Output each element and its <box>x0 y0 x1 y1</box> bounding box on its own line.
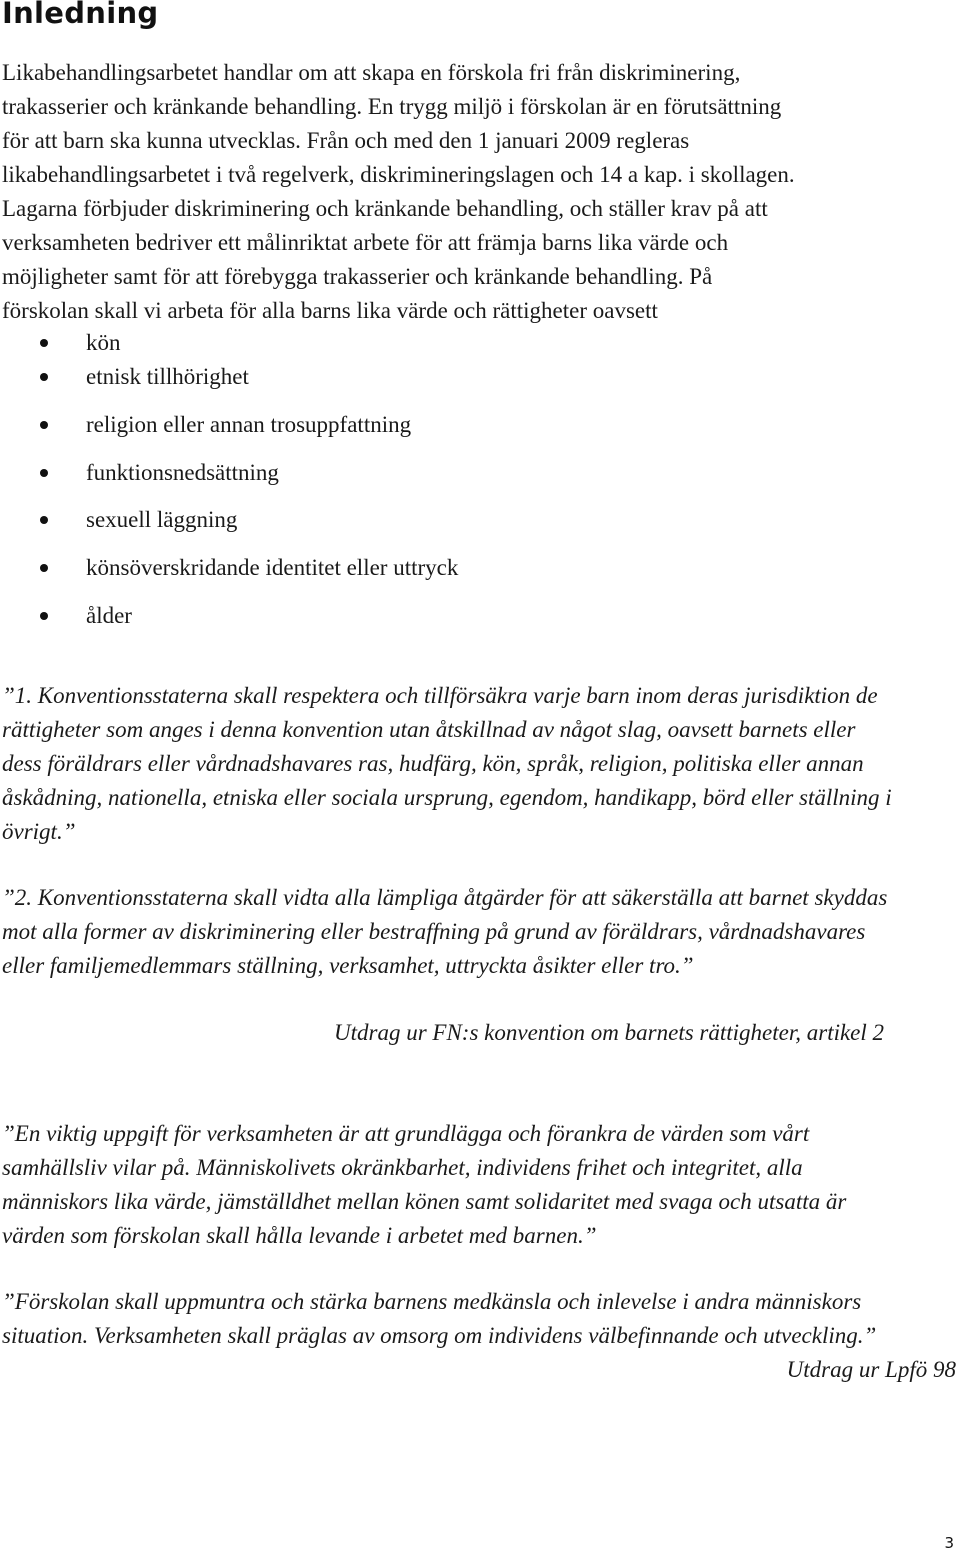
bullet-icon <box>40 516 48 524</box>
text-line: verksamheten bedriver ett målinriktat arbete för att främja barns lika värde och <box>2 230 729 255</box>
bullet-icon <box>40 373 48 381</box>
quote-line: övrigt.” <box>2 819 76 844</box>
text-line: förskolan skall vi arbeta för alla barns lika värde och rättigheter oavsett <box>2 298 658 323</box>
list-item-text: etnisk tillhörighet <box>86 364 249 389</box>
curriculum-quote-1 <box>2 1117 846 1253</box>
text-line: för att barn ska kunna utvecklas. Från och med den 1 januari 2009 regleras <box>2 128 690 153</box>
list-item-text: religion eller annan trosuppfattning <box>86 412 412 437</box>
text-line: Lagarna förbjuder diskriminering och kränkande behandling, och ställer krav på att <box>2 196 768 221</box>
quote-line: eller familjemedlemmars ställning, verksamhet, uttryckta åsikter eller tro.” <box>2 953 694 978</box>
quote-line: ”2. Konventionsstaterna skall vidta alla lämpliga åtgärder för att säkerställa att barnet skyddas <box>2 885 888 910</box>
list-item-text: funktionsnedsättning <box>86 460 279 485</box>
text-line: likabehandlingsarbetet i två regelverk, diskrimineringslagen och 14 a kap. i skollagen. <box>2 162 795 187</box>
quote-line: ”Förskolan skall uppmuntra och stärka barnens medkänsla och inlevelse i andra människors <box>2 1289 862 1314</box>
convention-quote-2 <box>2 881 887 983</box>
convention-quote-1 <box>2 679 892 849</box>
quote-source-lpfo: Utdrag ur Lpfö 98 <box>786 1357 956 1382</box>
bullet-icon <box>40 421 48 429</box>
page-number: 3 <box>944 1534 954 1552</box>
quote-line: samhällsliv vilar på. Människolivets okränkbarhet, individens frihet och integritet, alla <box>2 1155 803 1180</box>
quote-line: ”En viktig uppgift för verksamheten är att grundlägga och förankra de värden som vårt <box>2 1121 810 1146</box>
quote-line: mot alla former av diskriminering eller bestraffning på grund av föräldrars, vårdnadshavares <box>2 919 866 944</box>
bullet-icon <box>40 564 48 572</box>
quote-line: åskådning, nationella, etniska eller sociala ursprung, egendom, handikapp, börd eller ställning i <box>2 785 892 810</box>
quote-line: dess föräldrars eller vårdnadshavares ras, hudfärg, kön, språk, religion, politiska eller annan <box>2 751 864 776</box>
quote-line: ”1. Konventionsstaterna skall respektera och tillförsäkra varje barn inom deras jurisdiktion de <box>2 683 878 708</box>
bullet-icon <box>40 339 48 347</box>
quote-source-fn: Utdrag ur FN:s konvention om barnets rättigheter, artikel 2 <box>334 1020 885 1045</box>
intro-paragraph <box>2 56 957 328</box>
page-title: Inledning <box>2 0 159 30</box>
quote-line: värden som förskolan skall hålla levande i arbetet med barnen.” <box>2 1223 597 1248</box>
list-item-text: könsöverskridande identitet eller uttryck <box>86 555 459 580</box>
text-line: trakasserier och kränkande behandling. En trygg miljö i förskolan är en förutsättning <box>2 94 782 119</box>
text-line: Likabehandlingsarbetet handlar om att skapa en förskola fri från diskriminering, <box>2 60 741 85</box>
list-item-text: kön <box>86 330 121 355</box>
quote-line: rättigheter som anges i denna konvention utan åtskillnad av något slag, oavsett barnets eller <box>2 717 856 742</box>
list-item-text: sexuell läggning <box>86 507 238 532</box>
list-item-text: ålder <box>86 603 132 628</box>
text-line: möjligheter samt för att förebygga trakasserier och kränkande behandling. På <box>2 264 713 289</box>
quote-line: människors lika värde, jämställdhet mellan könen samt solidaritet med svaga och utsatta är <box>2 1189 847 1214</box>
quote-line: situation. Verksamheten skall präglas av omsorg om individens välbefinnande och utveckling.” <box>2 1323 877 1348</box>
curriculum-quote-2 <box>2 1285 876 1353</box>
bullet-icon <box>40 469 48 477</box>
bullet-icon <box>40 612 48 620</box>
